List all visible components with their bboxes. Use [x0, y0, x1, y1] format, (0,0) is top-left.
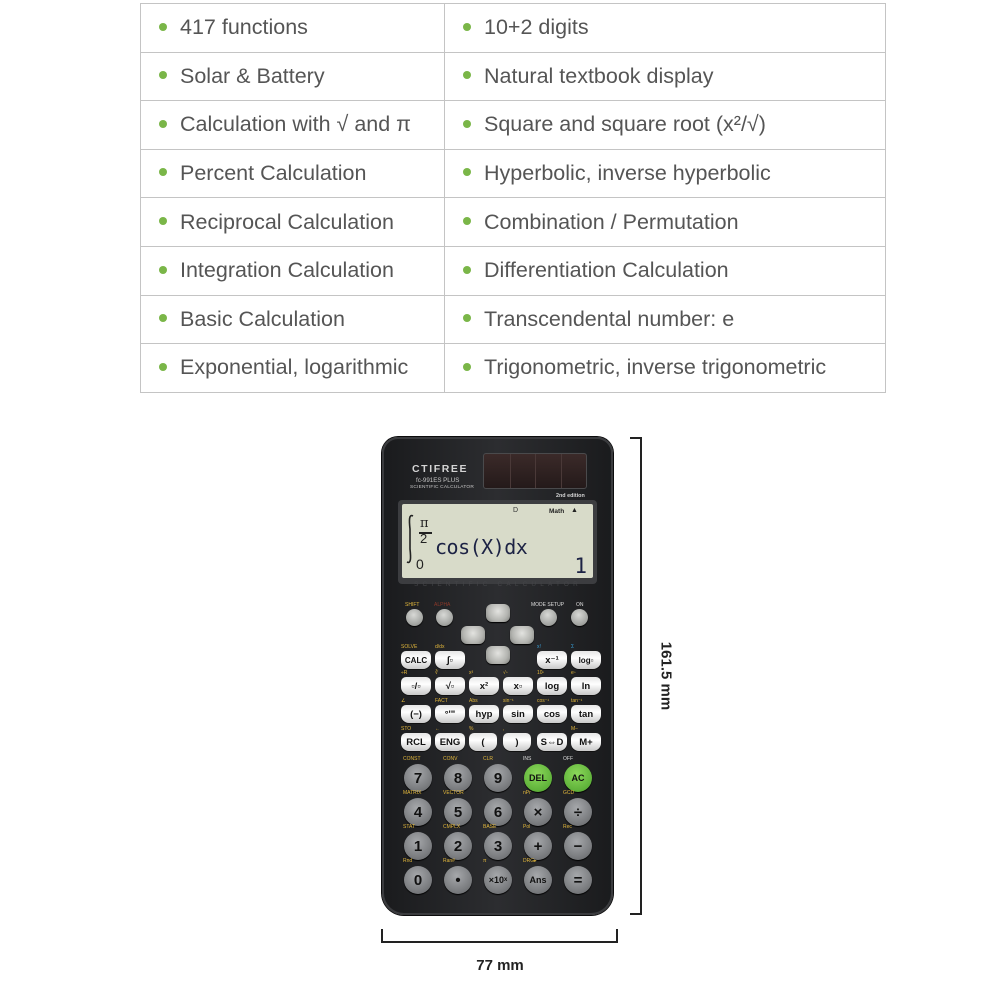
function-key[interactable]: RCL — [401, 733, 431, 751]
shift-label: SHIFT — [405, 602, 420, 608]
dpad-left-button[interactable] — [461, 626, 485, 644]
bullet-icon — [463, 120, 471, 128]
bullet-icon — [463, 168, 471, 176]
func-key-shift-label: d/dx — [435, 644, 445, 650]
feature-table — [140, 3, 886, 393]
feature-cell — [445, 149, 886, 198]
num-key-shift-label: VECTOR — [443, 790, 464, 796]
width-dimension-line — [382, 941, 617, 943]
feature-cell — [141, 52, 445, 101]
dpad-down-button[interactable] — [486, 646, 510, 664]
calculator-brand: CTIFREE — [412, 463, 469, 475]
feature-cell — [445, 344, 886, 393]
num-key-shift-label: CONST — [403, 756, 421, 762]
display-indicator-d: D — [513, 507, 519, 514]
feature-cell — [141, 101, 445, 150]
function-key[interactable]: ▫/▫ — [401, 677, 431, 695]
func-key-shift-label: ∠ — [401, 698, 406, 704]
bullet-icon — [159, 217, 167, 225]
height-tick-top — [630, 437, 642, 439]
num-key-shift-label: BASE — [483, 824, 497, 830]
calculator-edition: 2nd edition — [556, 493, 585, 499]
width-tick-left — [381, 929, 383, 943]
num-key-shift-label: DRG▸ — [523, 858, 537, 864]
func-key-shift-label: FACT — [435, 698, 448, 704]
feature-row — [141, 198, 886, 247]
num-key-shift-label: OFF — [563, 756, 573, 762]
width-tick-right — [616, 929, 618, 943]
calculator-subtitle: SCIENTIFIC CALCULATOR — [410, 485, 474, 490]
feature-text: Integration Calculation — [180, 258, 394, 283]
number-key[interactable]: • — [444, 866, 472, 894]
function-key[interactable]: log — [537, 677, 567, 695]
feature-text: Solar & Battery — [180, 63, 325, 88]
num-key-shift-label: MATRIX — [403, 790, 422, 796]
function-key[interactable]: x² — [469, 677, 499, 695]
number-key[interactable]: ÷ — [564, 798, 592, 826]
display-math-indicator: Math — [549, 508, 565, 515]
feature-text: Exponential, logarithmic — [180, 355, 409, 380]
number-key[interactable]: 0 — [404, 866, 432, 894]
number-key[interactable]: 1 — [404, 832, 432, 860]
feature-text: Calculation with √ and π — [180, 112, 411, 137]
feature-cell — [445, 246, 886, 295]
feature-cell — [445, 295, 886, 344]
display-result: 1 — [574, 554, 587, 578]
display-up-arrow: ▲ — [571, 507, 578, 514]
num-key-shift-label: Pol — [523, 824, 531, 830]
num-key-shift-label: Ran# — [443, 858, 455, 864]
alpha-label: ALPHA — [434, 602, 451, 608]
function-key[interactable]: log▫ — [571, 651, 601, 669]
function-key[interactable]: x⁻¹ — [537, 651, 567, 669]
feature-text: Trigonometric, inverse trigonometric — [484, 355, 827, 380]
func-key-shift-label: STO — [401, 726, 412, 732]
func-key-shift-label: e▫ — [571, 670, 576, 676]
alpha-button[interactable] — [436, 609, 453, 626]
feature-text: Transcendental number: e — [484, 306, 735, 331]
bullet-icon — [159, 314, 167, 322]
feature-text: Combination / Permutation — [484, 209, 739, 234]
function-key[interactable]: ENG — [435, 733, 465, 751]
num-key-shift-label: STAT — [403, 824, 416, 830]
dpad-right-button[interactable] — [510, 626, 534, 644]
feature-row — [141, 101, 886, 150]
func-key-shift-label: x! — [537, 644, 541, 650]
func-key-shift-label: Σ — [571, 644, 575, 650]
func-key-shift-label: Abs — [469, 698, 478, 704]
feature-text: Percent Calculation — [180, 161, 367, 186]
feature-cell — [141, 344, 445, 393]
height-dimension-line — [640, 437, 642, 915]
feature-cell — [141, 198, 445, 247]
feature-cell — [445, 198, 886, 247]
number-key[interactable]: DEL — [524, 764, 552, 792]
number-key[interactable]: 2 — [444, 832, 472, 860]
number-key[interactable]: 3 — [484, 832, 512, 860]
func-key-shift-label: √▫ — [503, 670, 508, 676]
feature-cell — [141, 4, 445, 53]
bullet-icon — [159, 120, 167, 128]
function-key[interactable]: (−) — [401, 705, 431, 723]
calculator — [382, 437, 613, 915]
number-key[interactable]: 9 — [484, 764, 512, 792]
func-key-shift-label: 10▫ — [537, 670, 545, 676]
bullet-icon — [463, 363, 471, 371]
height-tick-bottom — [630, 913, 642, 915]
number-key[interactable]: 8 — [444, 764, 472, 792]
function-key[interactable]: ∫▫ — [435, 651, 465, 669]
integral-sign-icon — [405, 514, 415, 564]
func-key-shift-label: sin⁻¹ — [503, 698, 514, 704]
feature-text: Square and square root (x²/√) — [484, 112, 766, 137]
calculator-model: fc-991ES PLUS — [416, 477, 460, 484]
bullet-icon — [159, 23, 167, 31]
num-key-shift-label: nPr — [523, 790, 531, 796]
num-key-shift-label: INS — [523, 756, 532, 762]
integral-lower-limit: 0 — [416, 556, 424, 572]
func-key-shift-label: tan⁻¹ — [571, 698, 583, 704]
feature-cell — [141, 149, 445, 198]
function-key[interactable]: M+ — [571, 733, 601, 751]
height-dimension-label: 161.5 mm — [657, 641, 675, 711]
feature-text: 10+2 digits — [484, 15, 589, 40]
number-key[interactable]: 5 — [444, 798, 472, 826]
dpad-up-button[interactable] — [486, 604, 510, 622]
function-key[interactable]: √▫ — [435, 677, 465, 695]
feature-cell — [445, 4, 886, 53]
feature-cell — [445, 101, 886, 150]
feature-text: Differentiation Calculation — [484, 258, 729, 283]
func-key-shift-label: cos⁻¹ — [537, 698, 550, 704]
function-key[interactable]: x▫ — [503, 677, 533, 695]
feature-text: Basic Calculation — [180, 306, 345, 331]
function-key[interactable]: S⇔D — [537, 733, 567, 751]
number-key[interactable]: 7 — [404, 764, 432, 792]
number-key[interactable]: Ans — [524, 866, 552, 894]
num-key-shift-label: CLR — [483, 756, 494, 762]
display-expression: cos(X)dx — [435, 535, 528, 559]
bullet-icon — [159, 266, 167, 274]
function-key[interactable]: cos — [537, 705, 567, 723]
feature-text: Natural textbook display — [484, 63, 714, 88]
bullet-icon — [463, 266, 471, 274]
integral-upper-limit: π — [420, 516, 429, 531]
number-key[interactable]: + — [524, 832, 552, 860]
feature-row — [141, 4, 886, 53]
number-key[interactable]: − — [564, 832, 592, 860]
mode-button[interactable] — [540, 609, 557, 626]
function-key[interactable]: hyp — [469, 705, 499, 723]
function-key[interactable]: tan — [571, 705, 601, 723]
shift-button[interactable] — [406, 609, 423, 626]
bullet-icon — [463, 314, 471, 322]
width-dimension-label: 77 mm — [476, 957, 524, 974]
num-key-shift-label: Rec — [563, 824, 572, 830]
function-key[interactable]: ln — [571, 677, 601, 695]
number-key[interactable]: × — [524, 798, 552, 826]
number-key[interactable]: ×10ˣ — [484, 866, 512, 894]
feature-row — [141, 149, 886, 198]
integral-upper-denominator: 2 — [420, 531, 428, 546]
func-key-shift-label: % — [469, 726, 474, 732]
func-key-shift-label: M− — [571, 726, 579, 732]
on-label: ON — [576, 602, 584, 608]
num-key-shift-label: CONV — [443, 756, 458, 762]
on-button[interactable] — [571, 609, 588, 626]
num-key-shift-label: CMPLX — [443, 824, 461, 830]
func-key-shift-label: , — [503, 726, 505, 732]
feature-text: Hyperbolic, inverse hyperbolic — [484, 161, 771, 186]
function-key[interactable]: °'" — [435, 705, 465, 723]
scientific-strip: SCIENTIFIC CALCULATOR — [414, 581, 582, 588]
function-key[interactable]: ) — [503, 733, 531, 751]
bullet-icon — [159, 363, 167, 371]
function-key[interactable]: sin — [503, 705, 533, 723]
feature-row — [141, 295, 886, 344]
bullet-icon — [463, 71, 471, 79]
func-key-shift-label: ÷R — [401, 670, 408, 676]
feature-text: Reciprocal Calculation — [180, 209, 394, 234]
solar-panel — [483, 453, 587, 489]
feature-row — [141, 246, 886, 295]
func-key-shift-label: ← — [435, 726, 440, 732]
bullet-icon — [159, 71, 167, 79]
number-key[interactable]: AC — [564, 764, 592, 792]
num-key-shift-label: π — [483, 858, 487, 864]
calculator-display — [402, 504, 593, 578]
func-key-shift-label: x³ — [469, 670, 474, 676]
number-key[interactable]: = — [564, 866, 592, 894]
feature-cell — [141, 295, 445, 344]
function-key[interactable]: CALC — [401, 651, 431, 669]
feature-row — [141, 344, 886, 393]
bullet-icon — [159, 168, 167, 176]
feature-cell — [445, 52, 886, 101]
num-key-shift-label: GCD — [563, 790, 575, 796]
function-key[interactable]: ( — [469, 733, 497, 751]
mode-setup-label: MODE SETUP — [531, 602, 565, 608]
number-key[interactable]: 4 — [404, 798, 432, 826]
num-key-shift-label: Rnd — [403, 858, 413, 864]
bullet-icon — [463, 23, 471, 31]
bullet-icon — [463, 217, 471, 225]
feature-cell — [141, 246, 445, 295]
number-key[interactable]: 6 — [484, 798, 512, 826]
func-key-shift-label: SOLVE — [401, 644, 418, 650]
feature-row — [141, 52, 886, 101]
func-key-shift-label: ∛ — [435, 670, 439, 676]
feature-text: 417 functions — [180, 15, 308, 40]
